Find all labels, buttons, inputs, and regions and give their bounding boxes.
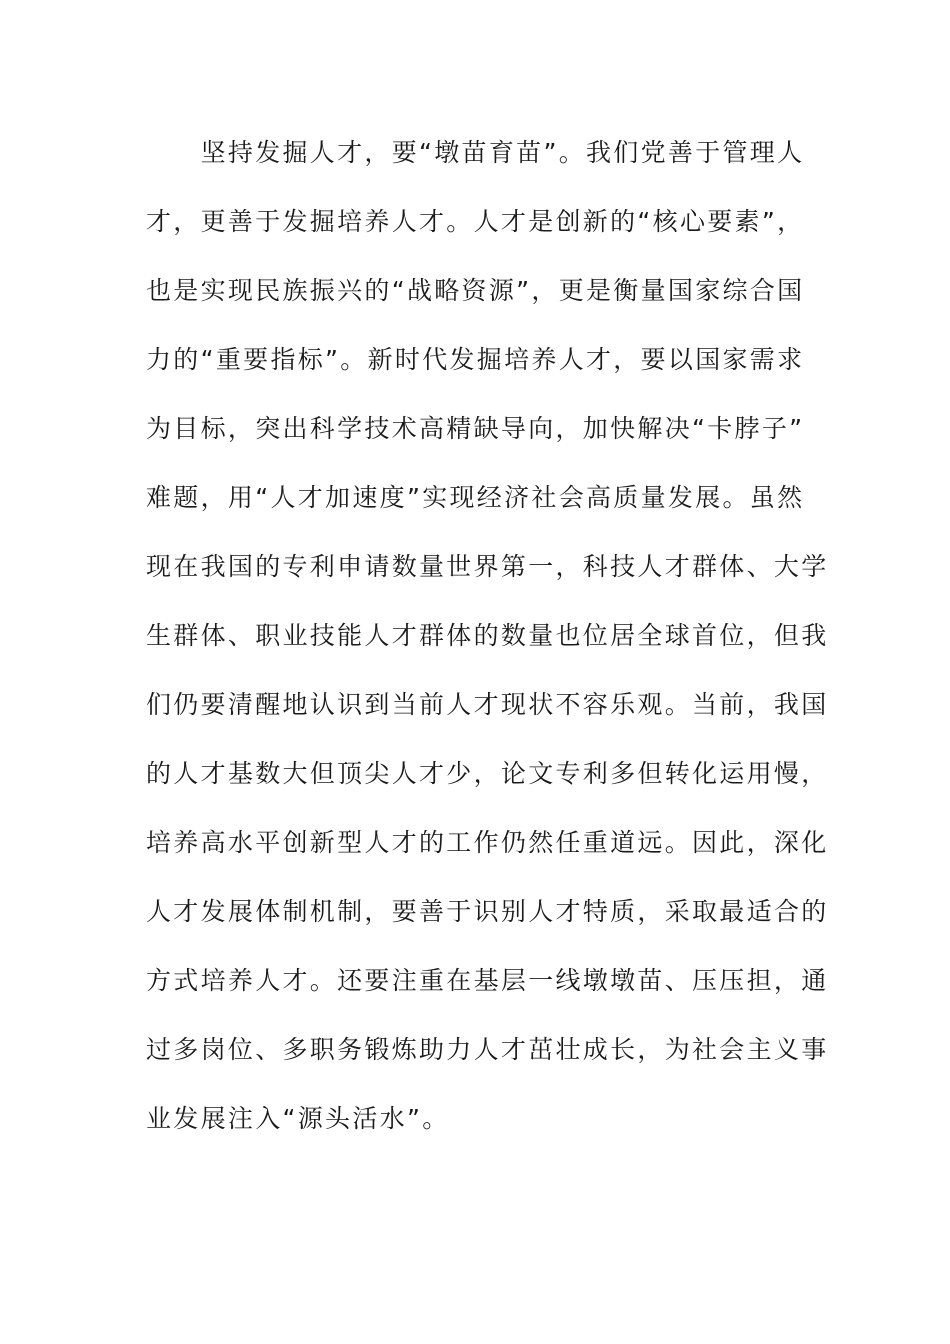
paragraph-line: 现在我国的专利申请数量世界第一，科技人才群体、大学: [146, 552, 829, 581]
paragraph-line: 的人才基数大但顶尖人才少，论文专利多但转化运用慢，: [146, 759, 829, 788]
paragraph-line: 业发展注入“源头活水”。: [146, 1104, 450, 1133]
paragraph-line: 难题，用“人才加速度”实现经济社会高质量发展。虽然: [146, 483, 805, 512]
paragraph-line: 培养高水平创新型人才的工作仍然任重道远。因此，深化: [146, 828, 829, 857]
paragraph-line: 生群体、职业技能人才群体的数量也位居全球首位，但我: [146, 621, 829, 650]
paragraph-line: 坚持发掘人才，要“墩苗育苗”。我们党善于管理人: [146, 138, 805, 167]
paragraph-line: 过多岗位、多职务锻炼助力人才茁壮成长，为社会主义事: [146, 1035, 829, 1064]
body-paragraph: [146, 133, 829, 1168]
paragraph-line: 也是实现民族振兴的“战略资源”，更是衡量国家综合国: [146, 276, 805, 305]
paragraph-line: 人才发展体制机制，要善于识别人才特质，采取最适合的: [146, 897, 829, 926]
paragraph-line: 方式培养人才。还要注重在基层一线墩墩苗、压压担，通: [146, 966, 829, 995]
paragraph-line: 力的“重要指标”。新时代发掘培养人才，要以国家需求: [146, 345, 805, 374]
paragraph-line: 为目标，突出科学技术高精缺导向，加快解决“卡脖子”: [146, 414, 805, 443]
paragraph-line: 才，更善于发掘培养人才。人才是创新的“核心要素”，: [146, 207, 805, 236]
paragraph-line: 们仍要清醒地认识到当前人才现状不容乐观。当前，我国: [146, 690, 829, 719]
